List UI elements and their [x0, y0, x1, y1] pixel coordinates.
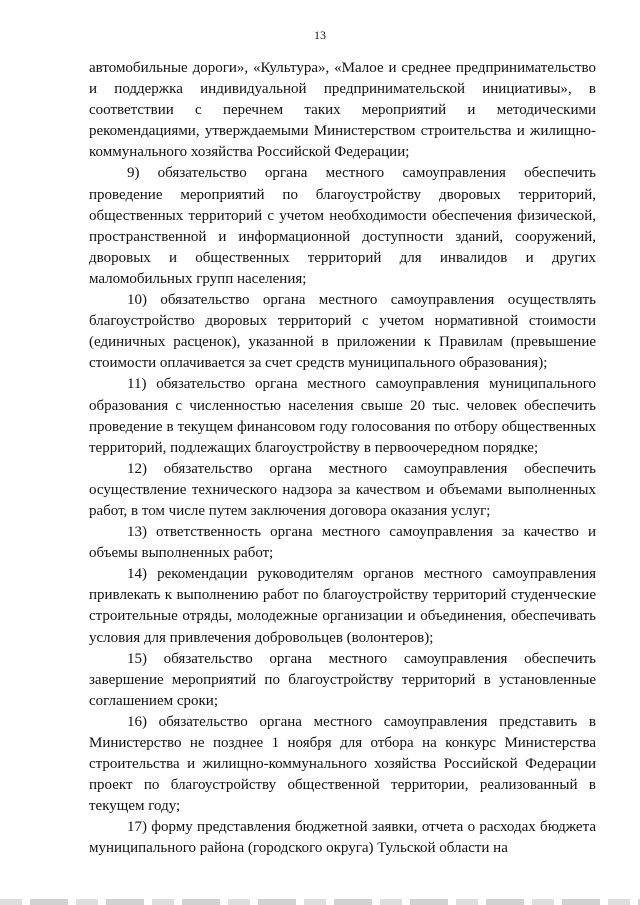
paragraph-item-17: 17) форму представления бюджетной заявки, отчета о расходах бюджета муниципального района (городского округа) Тульской области на	[89, 819, 596, 857]
paragraph-item-14: 14) рекомендации руководителям органов местного самоуправления привлекать к выполнению работ по благоустройству территорий студенческие строительные отряды, молодежные организации и объединения, обеспечивать условия для привлечения добровольцев (волонтеров);	[89, 566, 596, 646]
paragraph-item-16: 16) обязательство органа местного самоуправления представить в Министерство не позднее 1 ноября для отбора на конкурс Министерства строительства и жилищно-коммунального хозяйства Российской Федерации проект по благоустройству общественной территории, реализованный в текущем году;	[89, 713, 596, 815]
page-number: 13	[314, 28, 326, 42]
paragraph-item-15: 15) обязательство органа местного самоуправления обеспечить завершение мероприятий по благоустройству территорий в установленные соглашением сроки;	[89, 650, 596, 709]
paragraph-item-11: 11) обязательство органа местного самоуправления муниципального образования с численностью населения свыше 20 тыс. человек обеспечить проведение в текущем финансовом году голосования по отбору общественных территорий, подлежащих благоустройству в первоочередном порядке;	[89, 376, 596, 456]
scan-bottom-edge	[0, 899, 640, 905]
paragraph-item-12: 12) обязательство органа местного самоуправления обеспечить осуществление технического надзора за качеством и объемами выполненных работ, в том числе путем заключения договора оказания услуг;	[89, 460, 596, 519]
paragraph-continuation: автомобильные дороги», «Культура», «Малое и среднее предпринимательство и поддержка индивидуальной предпринимательской инициативы», в соответствии с перечнем таких мероприятий и методическими рекомендациями, утверждаемыми Министерством строительства и жилищно-коммунального хозяйства Российской Федерации;	[89, 60, 596, 161]
paragraph-item-13: 13) ответственность органа местного самоуправления за качество и объемы выполненных работ;	[89, 524, 596, 562]
paragraph-item-9: 9) обязательство органа местного самоуправления обеспечить проведение мероприятий по благоустройству дворовых территорий, общественных территорий с учетом необходимости обеспечения физической, пространственной и информационной доступности зданий, сооружений, дворовых и общественных территорий для инвалидов и других маломобильных групп населения;	[89, 165, 596, 287]
paragraph-item-10: 10) обязательство органа местного самоуправления осуществлять благоустройство дворовых территорий с учетом нормативной стоимости (единичных расценок), указанной в приложении к Правилам (превышение стоимости оплачивается за счет средств муниципального образования);	[89, 292, 596, 372]
document-body	[89, 58, 596, 860]
